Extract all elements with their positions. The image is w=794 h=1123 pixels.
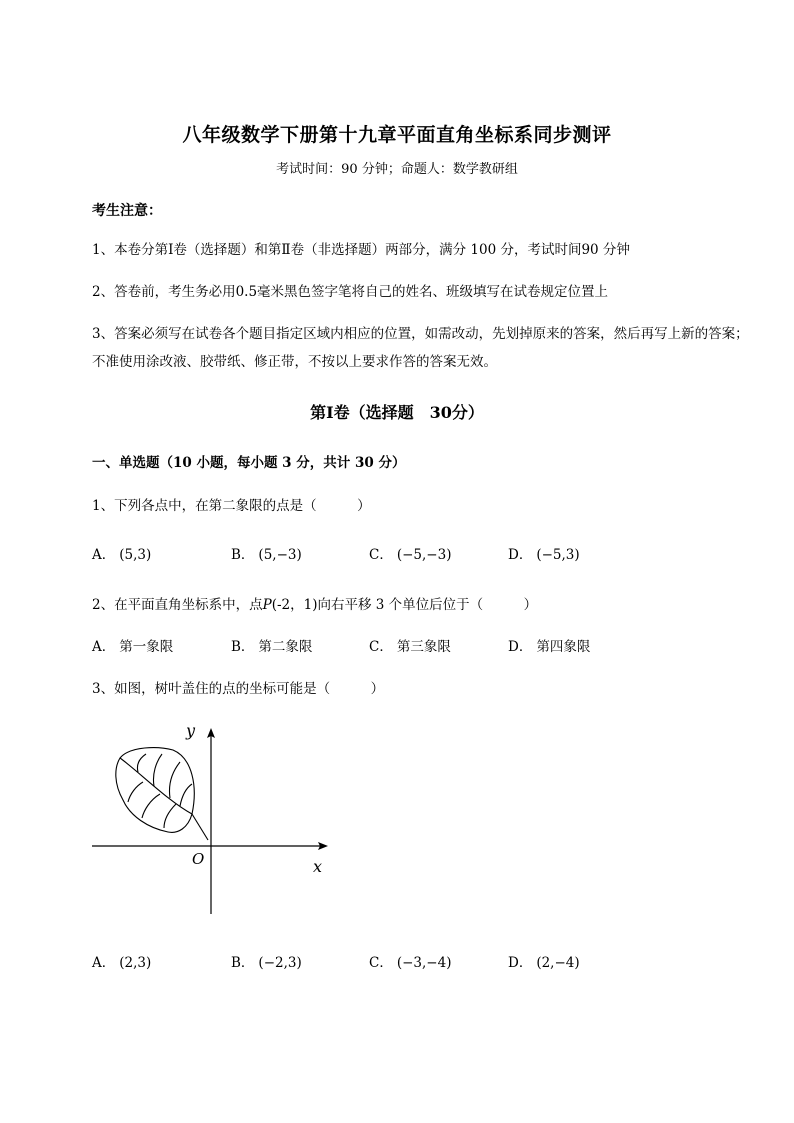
option-letter: B． [231,547,255,563]
question-1-option-d[interactable] [508,543,580,563]
option-text: 第四象限 [536,639,591,655]
question-3-option-a[interactable] [92,951,151,971]
x-axis-label: x [313,857,323,876]
option-letter: D． [508,639,533,655]
question-1-stem: 1、下列各点中，在第二象限的点是（ ） [92,498,371,514]
option-letter: D． [508,547,533,563]
question-3-stem: 3、如图，树叶盖住的点的坐标可能是（ ） [92,681,385,697]
point-variable: P [262,597,272,613]
option-text: (−3,−4) [396,955,452,971]
notice-item: 1、本卷分第Ⅰ卷（选择题）和第Ⅱ卷（非选择题）两部分，满分 100 分，考试时间90 分钟 [92,242,630,258]
option-letter: C． [369,547,393,563]
option-text: (−5,3) [536,547,580,563]
option-text: 第三象限 [396,639,451,655]
notice-item: 3、答案必须写在试卷各个题目指定区域内相应的位置，如需改动，先划掉原来的答案，然后再写上新的答案；不准使用涂改液、胶带纸、修正带，不按以上要求作答的答案无效。 [92,326,749,370]
option-text: (5,3) [119,547,152,563]
question-2-option-a[interactable] [92,635,173,655]
option-letter: A． [92,547,116,563]
page-title: 八年级数学下册第十九章平面直角坐标系同步测评 [182,124,612,146]
option-letter: A． [92,639,116,655]
option-text: 第二象限 [258,639,313,655]
notice-item: 2、答卷前，考生务必用0.5毫米黑色签字笔将自己的姓名、班级填写在试卷规定位置上 [92,284,609,300]
option-text: (2,3) [119,955,152,971]
stem-text: 2、在平面直角坐标系中，点 [92,597,263,613]
option-text: (5,−3) [258,547,302,563]
option-text: (−5,−3) [396,547,452,563]
y-axis-label: y [186,721,196,740]
exam-info: 考试时间：90 分钟；命题人：数学教研组 [276,162,518,177]
option-letter: B． [231,955,255,971]
question-3-option-d[interactable] [508,951,580,971]
part-heading: 一、单选题（10 小题，每小题 3 分，共计 30 分） [92,455,406,471]
question-3-option-b[interactable] [231,951,302,971]
question-2-option-b[interactable] [231,635,312,655]
option-text: 第一象限 [119,639,174,655]
question-2-option-c[interactable] [369,635,451,655]
stem-text: (-2，1)向右平移 3 个单位后位于（ ） [271,597,538,613]
option-letter: A． [92,955,116,971]
option-text: (2,−4) [536,955,580,971]
question-1-option-c[interactable] [369,543,451,563]
option-letter: D． [508,955,533,971]
option-text: (−2,3) [258,955,302,971]
question-1-option-a[interactable] [92,543,151,563]
notice-heading: 考生注意： [92,203,162,219]
question-3-option-c[interactable] [369,951,451,971]
question-2-option-d[interactable] [508,635,590,655]
option-letter: C． [369,955,393,971]
section-heading: 第Ⅰ卷（选择题 30分） [310,403,484,422]
leaf-icon [116,748,208,840]
origin-label: O [192,850,205,868]
option-letter: B． [231,639,255,655]
question-2-stem [92,593,537,613]
question-1-option-b[interactable] [231,543,302,563]
option-letter: C． [369,639,393,655]
coordinate-figure [88,716,338,920]
